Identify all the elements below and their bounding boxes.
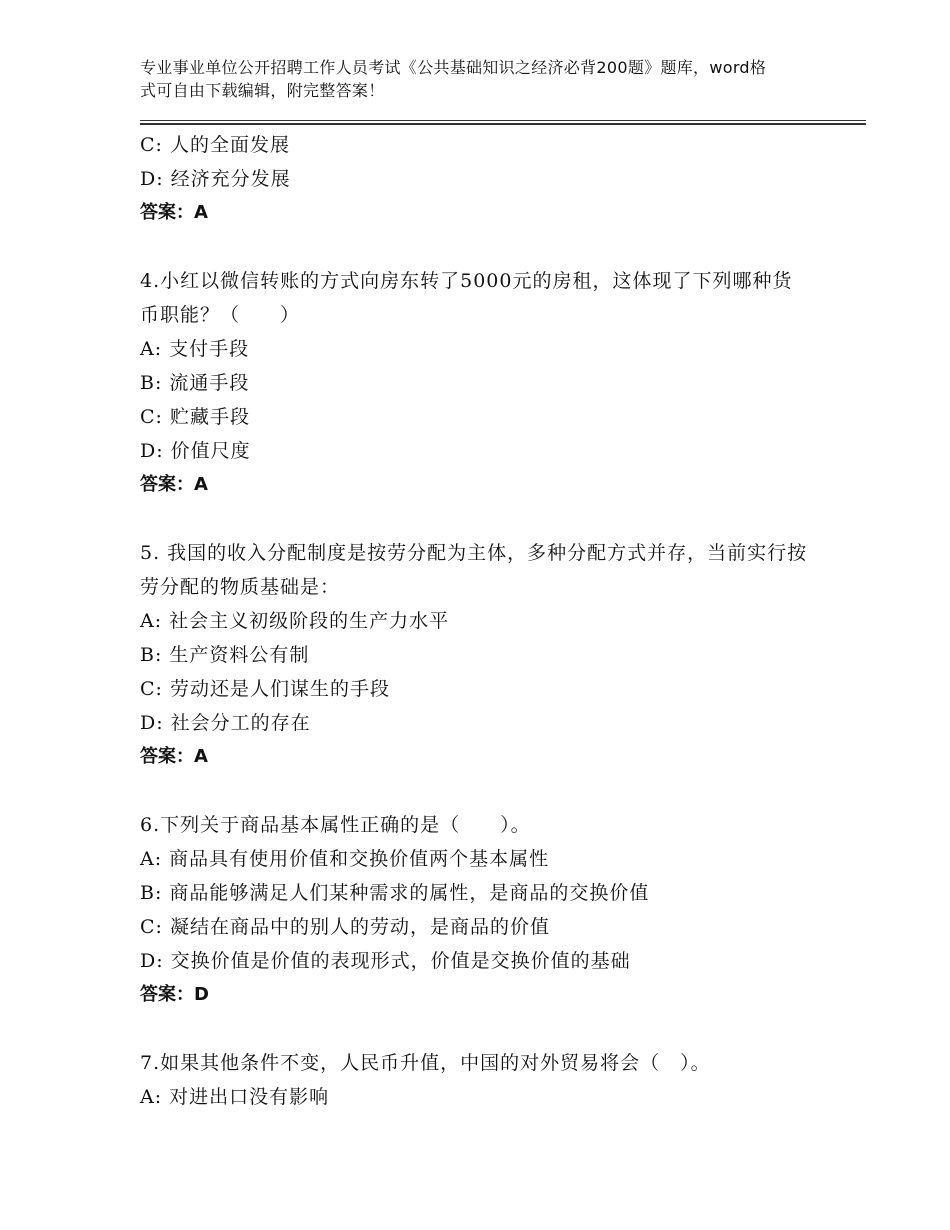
- question-6: [140, 808, 830, 1012]
- header-divider: [140, 120, 866, 125]
- option-d: D: 价值尺度: [140, 440, 251, 462]
- question-stem: 7.如果其他条件不变，人民币升值，中国的对外贸易将会（ ）。: [140, 1052, 711, 1074]
- spacer: [140, 774, 830, 808]
- option-d: D: 交换价值是价值的表现形式，价值是交换价值的基础: [140, 950, 631, 972]
- spacer: [140, 1012, 830, 1046]
- question-stem: 5. 我国的收入分配制度是按劳分配为主体，多种分配方式并存，当前实行按劳分配的物质基础是：: [140, 542, 808, 598]
- option-b: B: 生产资料公有制: [140, 644, 310, 666]
- option-a: A: 社会主义初级阶段的生产力水平: [140, 610, 450, 632]
- question-4: [140, 264, 830, 502]
- option-d: D: 经济充分发展: [140, 168, 291, 190]
- option-d: D: 社会分工的存在: [140, 712, 311, 734]
- header-divider-thin: [140, 120, 866, 121]
- answer-label: 答案：D: [140, 984, 209, 1005]
- spacer: [140, 502, 830, 536]
- option-a: A: 对进出口没有影响: [140, 1086, 330, 1108]
- question-stem: 4.小红以微信转账的方式向房东转了5000元的房租，这体现了下列哪种货币职能？（ ）: [140, 270, 793, 326]
- option-c: C: 劳动还是人们谋生的手段: [140, 678, 390, 700]
- answer-label: 答案：A: [140, 202, 208, 223]
- question-7: [140, 1046, 830, 1114]
- option-a: A: 支付手段: [140, 338, 250, 360]
- header-divider-thick: [140, 123, 866, 125]
- option-b: B: 流通手段: [140, 372, 250, 394]
- option-c: C: 贮藏手段: [140, 406, 250, 428]
- spacer: [140, 230, 830, 264]
- answer-label: 答案：A: [140, 474, 208, 495]
- answer-label: 答案：A: [140, 746, 208, 767]
- option-b: B: 商品能够满足人们某种需求的属性，是商品的交换价值: [140, 882, 650, 904]
- question-stem: 6.下列关于商品基本属性正确的是（ ）。: [140, 814, 531, 836]
- option-a: A: 商品具有使用价值和交换价值两个基本属性: [140, 848, 550, 870]
- question-5: [140, 536, 830, 774]
- question-content: [140, 128, 830, 1114]
- page-header-title: 专业事业单位公开招聘工作人员考试《公共基础知识之经济必背200题》题库，word格式可自由下载编辑，附完整答案！: [140, 58, 767, 100]
- option-c: C: 人的全面发展: [140, 134, 290, 156]
- option-c: C: 凝结在商品中的别人的劳动，是商品的价值: [140, 916, 550, 938]
